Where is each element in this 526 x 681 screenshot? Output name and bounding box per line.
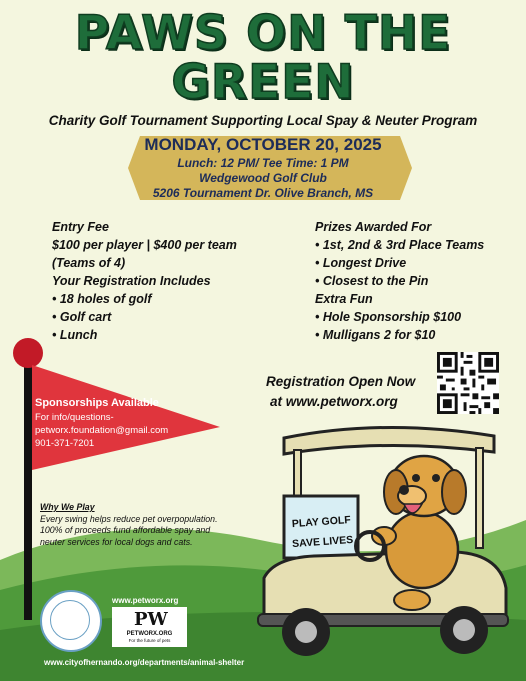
city-seal-ring (50, 600, 90, 640)
event-address: 5206 Tournament Dr. Olive Branch, MS (152, 186, 374, 200)
entry-info (52, 218, 237, 344)
prizes-info (315, 218, 484, 344)
includes-heading: Your Registration Includes (52, 274, 211, 288)
petworx-tagline: For the future of pets (128, 638, 171, 643)
sponsorship-heading: Sponsorships Available (35, 397, 159, 409)
sponsorship-phone[interactable]: 901-371-7201 (35, 438, 95, 449)
why-line-1: Every swing helps reduce pet overpopulation. (40, 513, 218, 524)
sponsorship-email[interactable]: petworx.foundation@gmail.com (35, 425, 169, 436)
registration-info (266, 372, 415, 412)
entry-price: $100 per player | $400 per team (52, 238, 237, 252)
cart-sign (281, 509, 364, 554)
registration-line-1: Registration Open Now (266, 374, 416, 389)
title-line-2: GREEN (171, 55, 355, 110)
why-line-2: 100% of proceeds fund affordable spay and neuter services for local dogs and cats. (40, 525, 211, 547)
extra-heading: Extra Fun (315, 292, 373, 306)
petworx-url[interactable]: www.petworx.org (112, 596, 179, 605)
title-line-1: PAWS ON THE (74, 6, 452, 61)
event-venue: Wedgewood Golf Club (199, 171, 327, 185)
extra-item: • Mulligans 2 for $10 (315, 328, 436, 342)
includes-item: • Lunch (52, 328, 98, 342)
why-we-play (40, 502, 230, 548)
cart-sign-line-2: SAVE LIVES (291, 533, 354, 551)
includes-item: • 18 holes of golf (52, 292, 152, 306)
petworx-mark: PW (134, 609, 168, 630)
includes-item: • Golf cart (52, 310, 112, 324)
event-time: Lunch: 12 PM/ Tee Time: 1 PM (177, 156, 349, 170)
cart-sign-line-1: PLAY GOLF (291, 513, 352, 531)
banner-text (0, 134, 526, 201)
prize-item: • 1st, 2nd & 3rd Place Teams (315, 238, 485, 252)
flag-pole (24, 352, 32, 620)
petworx-name: PETWORX.ORG (126, 631, 173, 637)
sponsorship-line: For info/questions- (35, 412, 114, 423)
prize-item: • Closest to the Pin (315, 274, 429, 288)
entry-heading: Entry Fee (52, 220, 109, 234)
city-seal-logo (40, 590, 102, 652)
qr-code[interactable] (437, 352, 499, 414)
subtitle: Charity Golf Tournament Supporting Local Spay & Neuter Program (48, 113, 478, 128)
flag-pole-ball (13, 338, 43, 368)
registration-line-2[interactable]: at www.petworx.org (270, 394, 398, 409)
entry-team: (Teams of 4) (52, 256, 126, 270)
sponsorship-info (35, 397, 168, 450)
footer-url[interactable]: www.cityofhernando.org/departments/animal-shelter (44, 658, 245, 667)
extra-item: • Hole Sponsorship $100 (315, 310, 462, 324)
prize-item: • Longest Drive (315, 256, 407, 270)
petworx-logo (112, 607, 187, 647)
prizes-heading: Prizes Awarded For (315, 220, 432, 234)
event-date: MONDAY, OCTOBER 20, 2025 (144, 135, 382, 154)
why-heading: Why We Play (40, 502, 95, 512)
